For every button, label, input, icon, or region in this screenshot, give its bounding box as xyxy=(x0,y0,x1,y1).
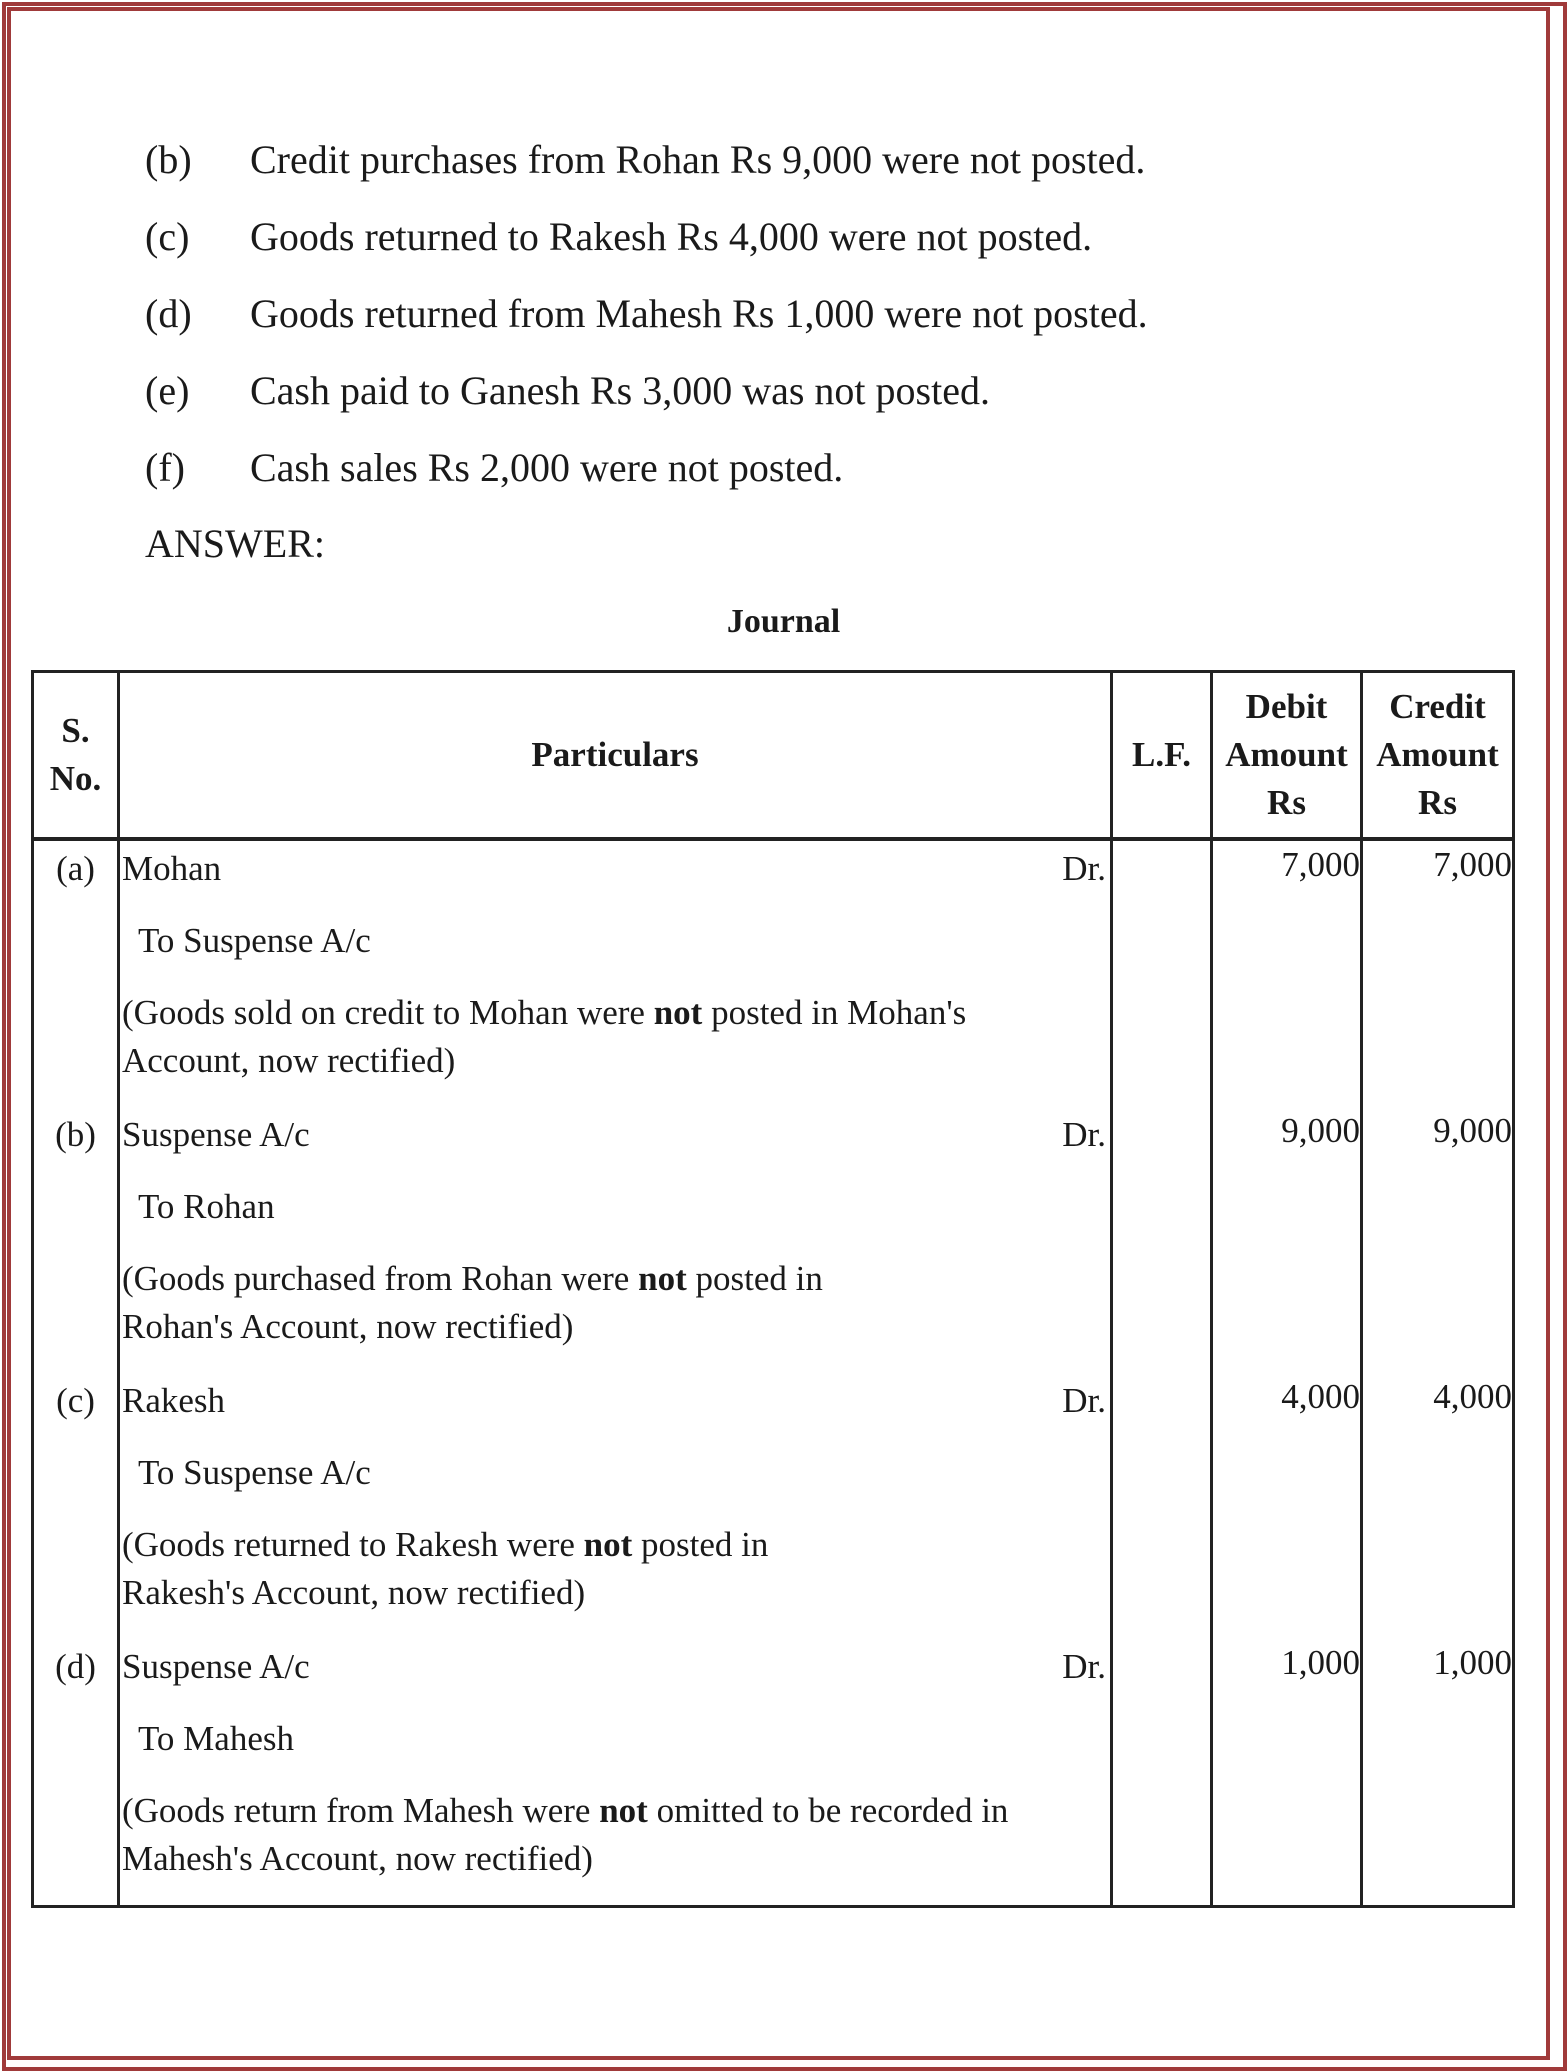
header-debit-line2: Amount xyxy=(1225,735,1348,774)
question-text: Goods returned to Rakesh Rs 4,000 were not posted. xyxy=(250,214,1093,259)
question-letter: (e) xyxy=(145,368,190,413)
entry-particulars xyxy=(119,1639,1112,1907)
entry-debit-line xyxy=(120,1639,1110,1691)
credit-amount: 9,000 xyxy=(1362,1107,1514,1373)
entry-sno: (d) xyxy=(33,1639,119,1907)
credit-account: To Rohan xyxy=(138,1187,275,1226)
debit-amount: 9,000 xyxy=(1212,1107,1362,1373)
entry-particulars xyxy=(119,1373,1112,1639)
question-f xyxy=(145,444,843,492)
header-sno-line1: S. xyxy=(61,711,90,750)
question-letter: (d) xyxy=(145,291,192,336)
narration-text: (Goods purchased from Rohan were xyxy=(122,1259,639,1298)
narration xyxy=(120,965,1110,1107)
narration-bold: not xyxy=(583,1525,633,1564)
debit-amount: 1,000 xyxy=(1212,1639,1362,1907)
narration xyxy=(120,1231,1110,1373)
narration-text: omitted to be recorded in xyxy=(647,1791,1009,1830)
question-text: Credit purchases from Rohan Rs 9,000 were not posted. xyxy=(250,137,1146,182)
question-text: Cash sales Rs 2,000 were not posted. xyxy=(250,445,844,490)
header-debit-line1: Debit xyxy=(1245,687,1328,726)
narration-text: posted in xyxy=(686,1259,823,1298)
entry-lf xyxy=(1112,1107,1212,1373)
question-letter: (c) xyxy=(145,214,190,259)
narration-text: Account, now rectified) xyxy=(122,1041,456,1080)
journal-entry-d xyxy=(33,1639,1514,1907)
narration-text: Rakesh's Account, now rectified) xyxy=(122,1573,586,1612)
header-lf: L.F. xyxy=(1112,672,1212,840)
debit-account: Suspense A/c xyxy=(122,1647,310,1686)
question-letter: (f) xyxy=(145,445,185,490)
entry-sno: (c) xyxy=(33,1373,119,1639)
narration-text: posted in Mohan's xyxy=(702,993,967,1032)
journal-entry-a xyxy=(33,839,1514,1107)
header-credit-line1: Credit xyxy=(1389,687,1486,726)
entry-debit-line xyxy=(120,1373,1110,1425)
dr-label: Dr. xyxy=(1062,849,1106,888)
header-debit xyxy=(1212,672,1362,840)
entry-lf xyxy=(1112,1373,1212,1639)
question-letter: (b) xyxy=(145,137,192,182)
credit-amount: 4,000 xyxy=(1362,1373,1514,1639)
narration-bold: not xyxy=(653,993,703,1032)
entry-sno: (a) xyxy=(33,839,119,1107)
question-text: Goods returned from Mahesh Rs 1,000 were not posted. xyxy=(250,291,1148,336)
question-b xyxy=(145,136,1145,184)
header-sno xyxy=(33,672,119,840)
question-e xyxy=(145,367,990,415)
narration xyxy=(120,1497,1110,1639)
credit-amount: 7,000 xyxy=(1362,839,1514,1107)
credit-amount: 1,000 xyxy=(1362,1639,1514,1907)
header-particulars: Particulars xyxy=(119,672,1112,840)
header-credit xyxy=(1362,672,1514,840)
question-text: Cash paid to Ganesh Rs 3,000 was not posted. xyxy=(250,368,990,413)
journal-table xyxy=(31,670,1515,1908)
narration-bold: not xyxy=(638,1259,687,1298)
entry-lf xyxy=(1112,839,1212,1107)
credit-account: To Mahesh xyxy=(138,1719,294,1758)
header-debit-line3: Rs xyxy=(1267,783,1306,822)
answer-label: ANSWER: xyxy=(145,521,325,566)
header-credit-line3: Rs xyxy=(1418,783,1457,822)
entry-debit-line xyxy=(120,1107,1110,1159)
journal-header-row xyxy=(33,672,1514,840)
debit-account: Rakesh xyxy=(122,1381,226,1420)
journal-entry-c xyxy=(33,1373,1514,1639)
debit-amount: 4,000 xyxy=(1212,1373,1362,1639)
question-c xyxy=(145,213,1092,261)
narration-text: posted in xyxy=(632,1525,769,1564)
entry-lf xyxy=(1112,1639,1212,1907)
journal-title: Journal xyxy=(726,603,841,640)
narration-text: (Goods return from Mahesh were xyxy=(122,1791,600,1830)
narration-bold: not xyxy=(599,1791,648,1830)
credit-account: To Suspense A/c xyxy=(138,921,371,960)
header-credit-line2: Amount xyxy=(1376,735,1499,774)
narration xyxy=(120,1763,1110,1905)
debit-account: Mohan xyxy=(122,849,222,888)
debit-amount: 7,000 xyxy=(1212,839,1362,1107)
credit-account: To Suspense A/c xyxy=(138,1453,371,1492)
journal-entry-b xyxy=(33,1107,1514,1373)
header-sno-line2: No. xyxy=(49,759,102,798)
entry-sno: (b) xyxy=(33,1107,119,1373)
question-d xyxy=(145,290,1148,338)
debit-account: Suspense A/c xyxy=(122,1115,310,1154)
narration-text: (Goods sold on credit to Mohan were xyxy=(122,993,654,1032)
entry-particulars xyxy=(119,1107,1112,1373)
entry-particulars xyxy=(119,839,1112,1107)
dr-label: Dr. xyxy=(1062,1115,1106,1154)
narration-text: Mahesh's Account, now rectified) xyxy=(122,1839,593,1878)
dr-label: Dr. xyxy=(1062,1381,1106,1420)
narration-text: Rohan's Account, now rectified) xyxy=(122,1307,574,1346)
entry-debit-line xyxy=(120,841,1110,893)
dr-label: Dr. xyxy=(1062,1647,1106,1686)
narration-text: (Goods returned to Rakesh were xyxy=(122,1525,584,1564)
